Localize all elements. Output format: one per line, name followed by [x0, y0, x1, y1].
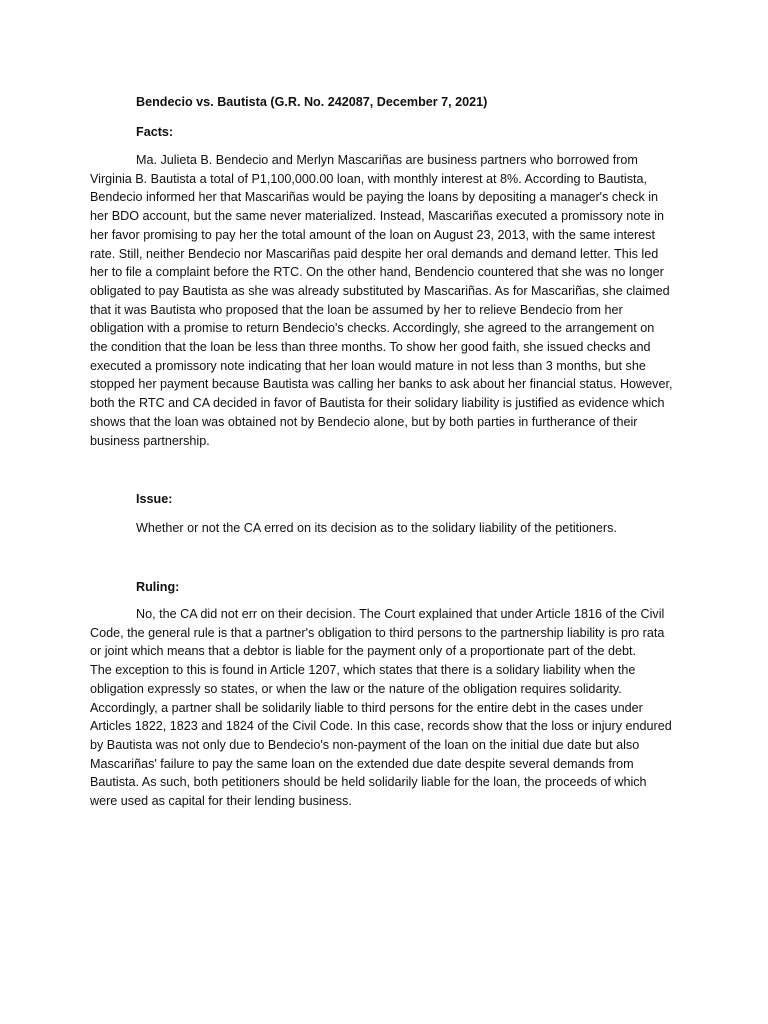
facts-line: her BDO account, but the same never materialized. Instead, Mascariñas executed a promissory note in — [90, 209, 664, 224]
ruling-line: obligation expressly so states, or when the law or the nature of the obligation requires solidarity. — [90, 681, 622, 696]
ruling-paragraph — [90, 605, 686, 811]
ruling-line: Code, the general rule is that a partner's obligation to third persons to the partnership liability is pro rata — [90, 625, 665, 640]
issue-heading: Issue: — [136, 492, 173, 506]
issue-text: Whether or not the CA erred on its decision as to the solidary liability of the petitioners. — [136, 521, 617, 535]
facts-line: shows that the loan was obtained not by Bendecio alone, but by both parties in furtherance of their — [90, 414, 638, 429]
ruling-line: Accordingly, a partner shall be solidarily liable to third persons for the entire debt in the cases under — [90, 700, 643, 715]
ruling-line: were used as capital for their lending business. — [90, 794, 352, 809]
facts-line: obligated to pay Bautista as she was already substituted by Mascariñas. As for Mascariñas, she claimed — [90, 283, 670, 298]
facts-line: executed a promissory note indicating that her loan would mature in not less than 3 months, but she — [90, 358, 646, 373]
ruling-line: or joint which means that a debtor is liable for the payment only of a proportionate part of the debt. — [90, 644, 637, 659]
facts-line: stopped her payment because Bautista was calling her banks to ask about her financial status. However, — [90, 377, 673, 392]
ruling-line: The exception to this is found in Article 1207, which states that there is a solidary liability when the — [90, 663, 636, 678]
facts-line: Virginia B. Bautista a total of P1,100,000.00 loan, with monthly interest at 8%. According to Bautista, — [90, 171, 648, 186]
facts-line: her favor promising to pay her the total amount of the loan on August 23, 2013, with the same interest — [90, 227, 655, 242]
ruling-line: Articles 1822, 1823 and 1824 of the Civil Code. In this case, records show that the loss or injury endured — [90, 719, 672, 734]
facts-line: Bendecio informed her that Mascariñas would be paying the loans by depositing a manager's check in — [90, 190, 659, 205]
facts-line: obligation with a promise to return Bendecio's checks. Accordingly, she agreed to the arrangement on — [90, 321, 655, 336]
ruling-heading: Ruling: — [136, 580, 180, 594]
facts-heading: Facts: — [136, 125, 174, 139]
facts-line: the condition that the loan be less than three months. To show her good faith, she issued checks and — [90, 340, 651, 355]
facts-line: rate. Still, neither Bendecio nor Mascariñas paid despite her oral demands and demand letter. This led — [90, 246, 659, 261]
facts-line: business partnership. — [90, 433, 210, 448]
document-title: Bendecio vs. Bautista (G.R. No. 242087, December 7, 2021) — [136, 95, 488, 109]
ruling-line: Bautista. As such, both petitioners should be held solidarily liable for the loan, the proceeds of which — [90, 775, 647, 790]
facts-paragraph — [90, 151, 686, 450]
ruling-line: Mascariñas' failure to pay the same loan on the extended due date despite several demands from — [90, 756, 634, 771]
facts-line: both the RTC and CA decided in favor of Bautista for their solidary liability is justified as evidence which — [90, 396, 665, 411]
facts-line: her to file a complaint before the RTC. On the other hand, Bendencio countered that she was no longer — [90, 265, 664, 280]
facts-line: Ma. Julieta B. Bendecio and Merlyn Mascariñas are business partners who borrowed from — [136, 153, 638, 167]
ruling-line: No, the CA did not err on their decision. The Court explained that under Article 1816 of the Civil — [136, 607, 665, 621]
ruling-line: by Bautista was not only due to Bendecio's non-payment of the loan on the initial due date but also — [90, 737, 640, 752]
facts-line: that it was Bautista who proposed that the loan be assumed by her to relieve Bendecio from her — [90, 302, 623, 317]
